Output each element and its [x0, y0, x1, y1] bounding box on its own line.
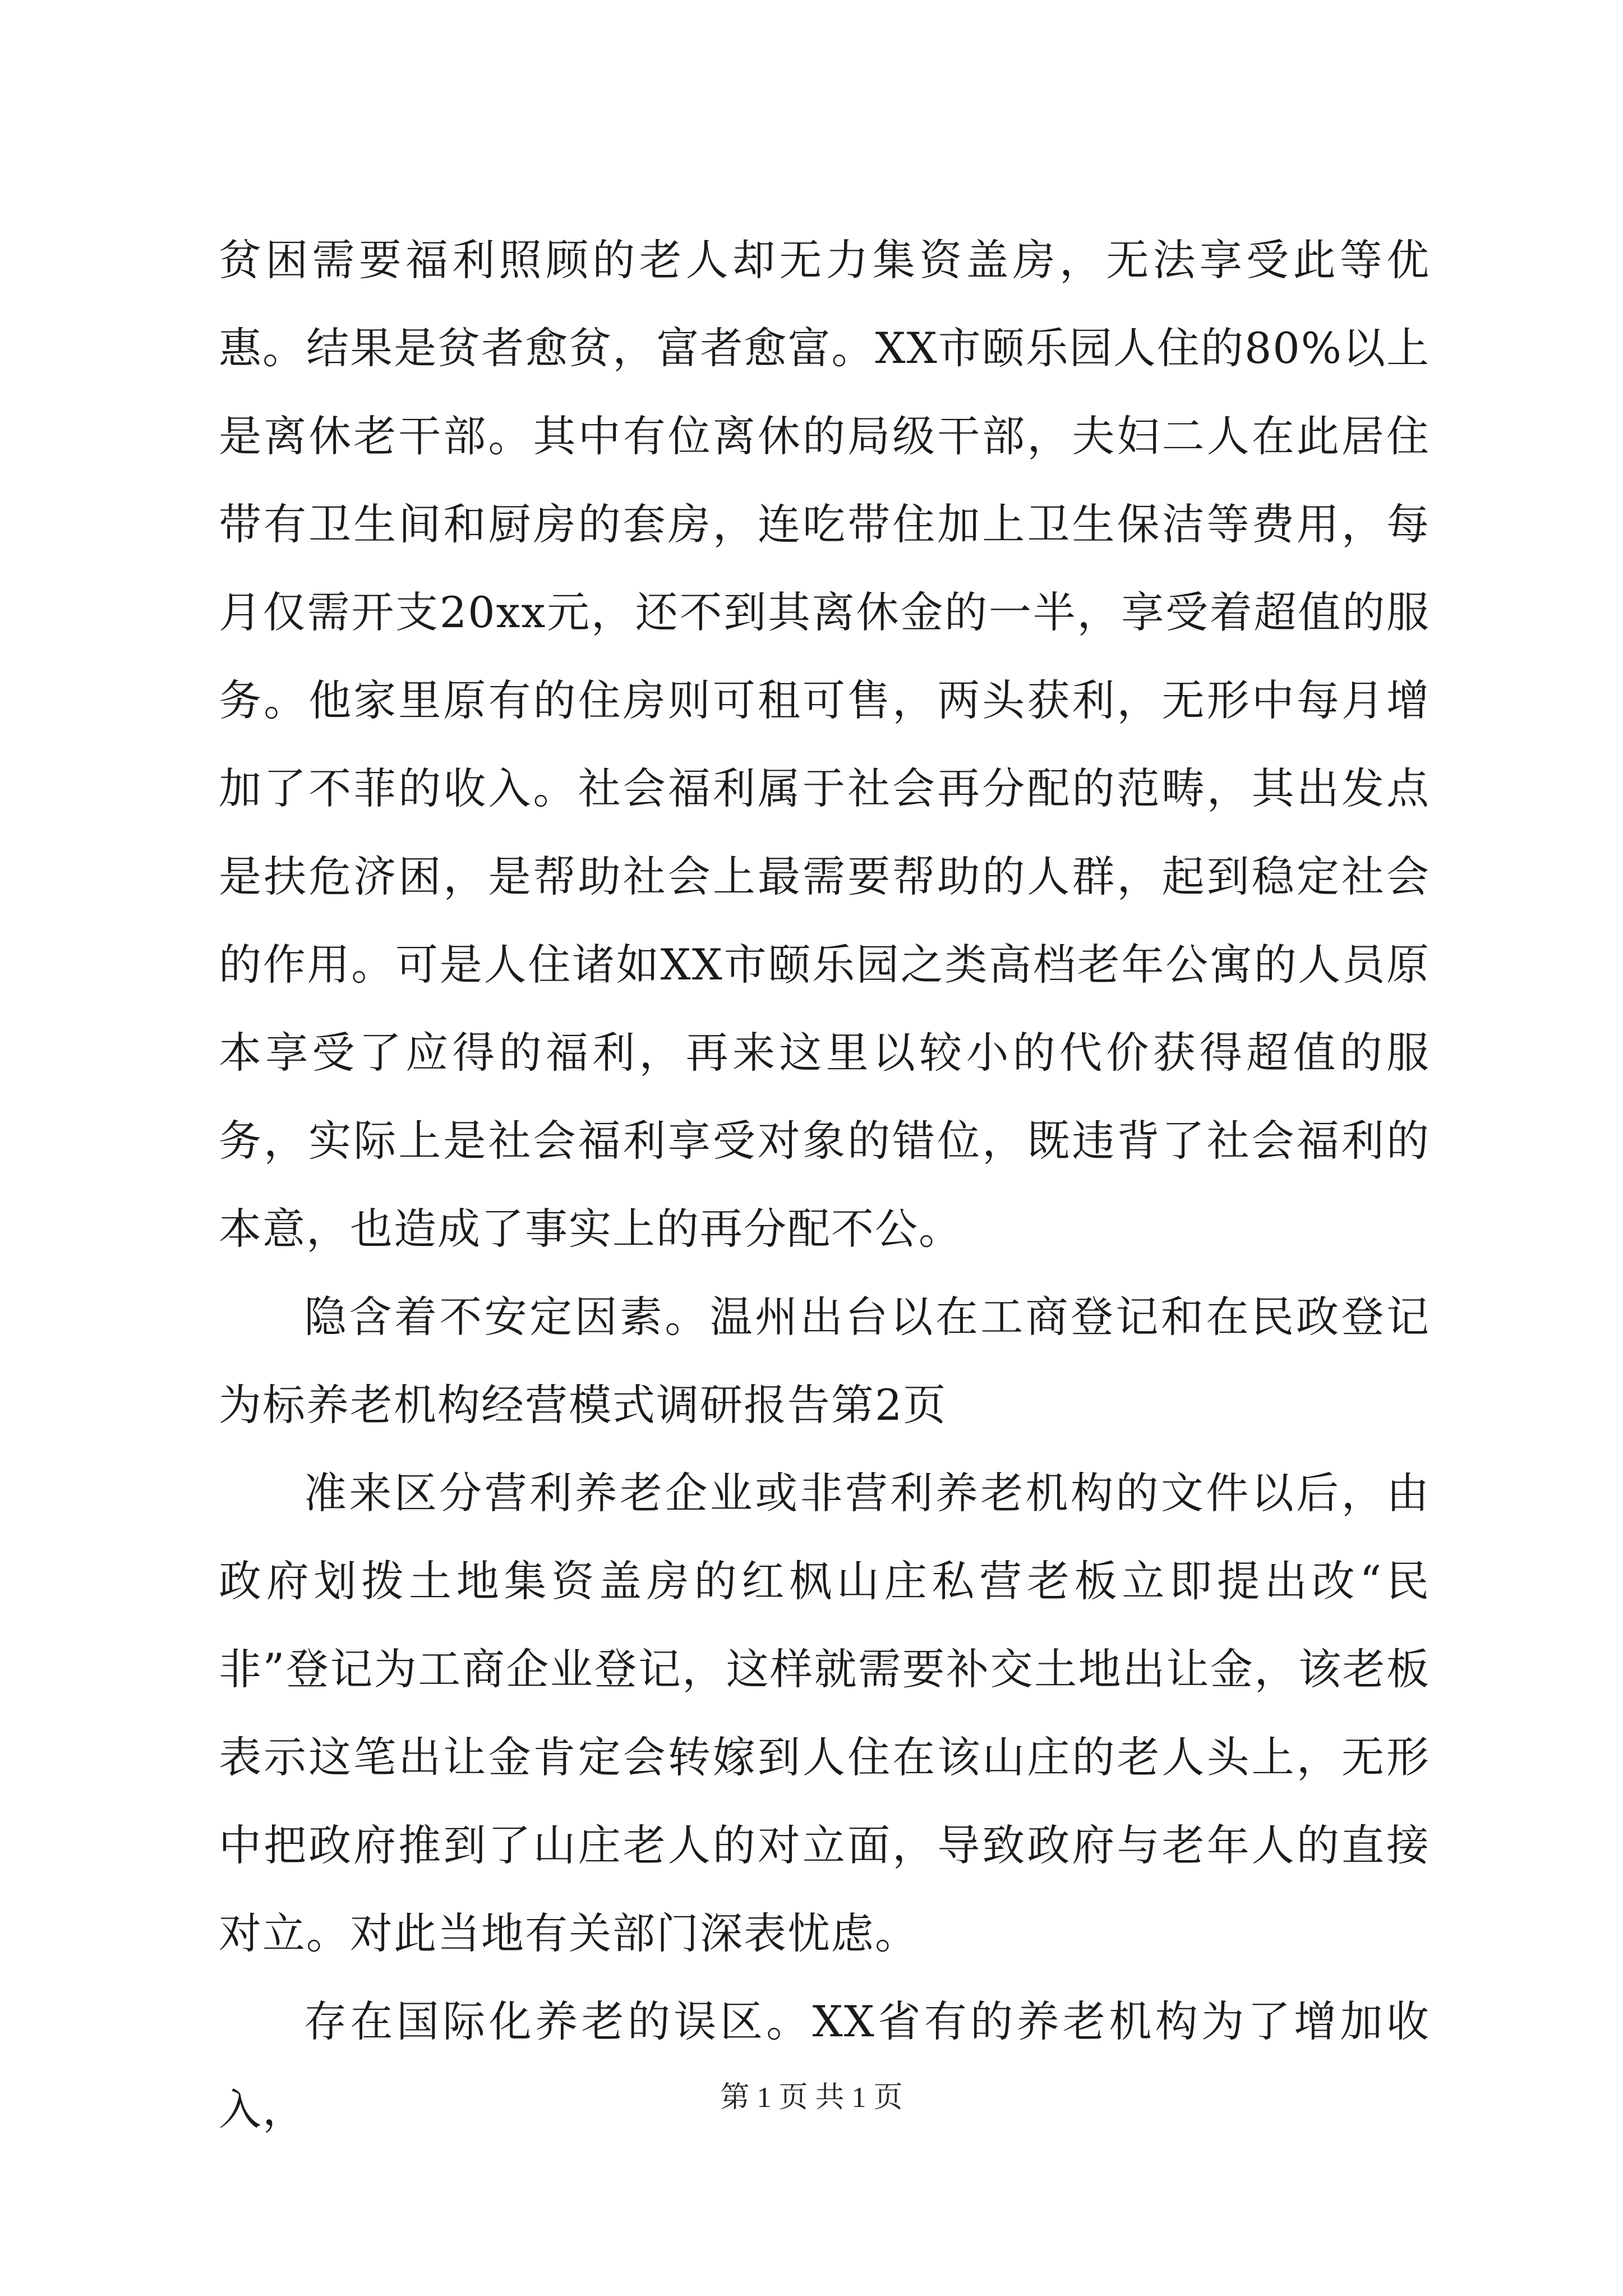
paragraph-2: 隐含着不安定因素。温州出台以在工商登记和在民政登记为标养老机构经营模式调研报告第2页 [219, 1292, 1430, 1430]
paragraph-1: 贫困需要福利照顾的老人却无力集资盖房，无法享受此等优惠。结果是贫者愈贫，富者愈富。XX市颐乐园人住的80%以上是离休老干部。其中有位离休的局级干部，夫妇二人在此居住带有卫生间和厨房的套房，连吃带住加上卫生保洁等费用，每月仅需开支20xx元，还不到其离休金的一半，享受着超值的服务。他家里原有的住房则可租可售，两头获利，无形中每月增加了不菲的收入。社会福利属于社会再分配的范畴，其出发点是扶危济困，是帮助社会上最需要帮助的人群，起到稳定社会的作用。可是人住诸如XX市颐乐园之类高档老年公寓的人员原本享受了应得的福利，再来这里以较小的代价获得超值的服务，实际上是社会福利享受对象的错位，既违背了社会福利的本意，也造成了事实上的再分配不公。 [219, 235, 1430, 1254]
paragraph-3: 准来区分营利养老企业或非营利养老机构的文件以后，由政府划拨土地集资盖房的红枫山庄私营老板立即提出改“民非”登记为工商企业登记，这样就需要补交土地出让金，该老板表示这笔出让金肯定会转嫁到人住在该山庄的老人头上，无形中把政府推到了山庄老人的对立面，导致政府与老年人的直接对立。对此当地有关部门深表忧虑。 [219, 1468, 1430, 1958]
page-footer: 第 1 页 共 1 页 [720, 2082, 903, 2114]
document-body [219, 216, 1430, 2154]
paragraph-4: 存在国际化养老的误区。XX省有的养老机构为了增加收入， [219, 1996, 1430, 2134]
